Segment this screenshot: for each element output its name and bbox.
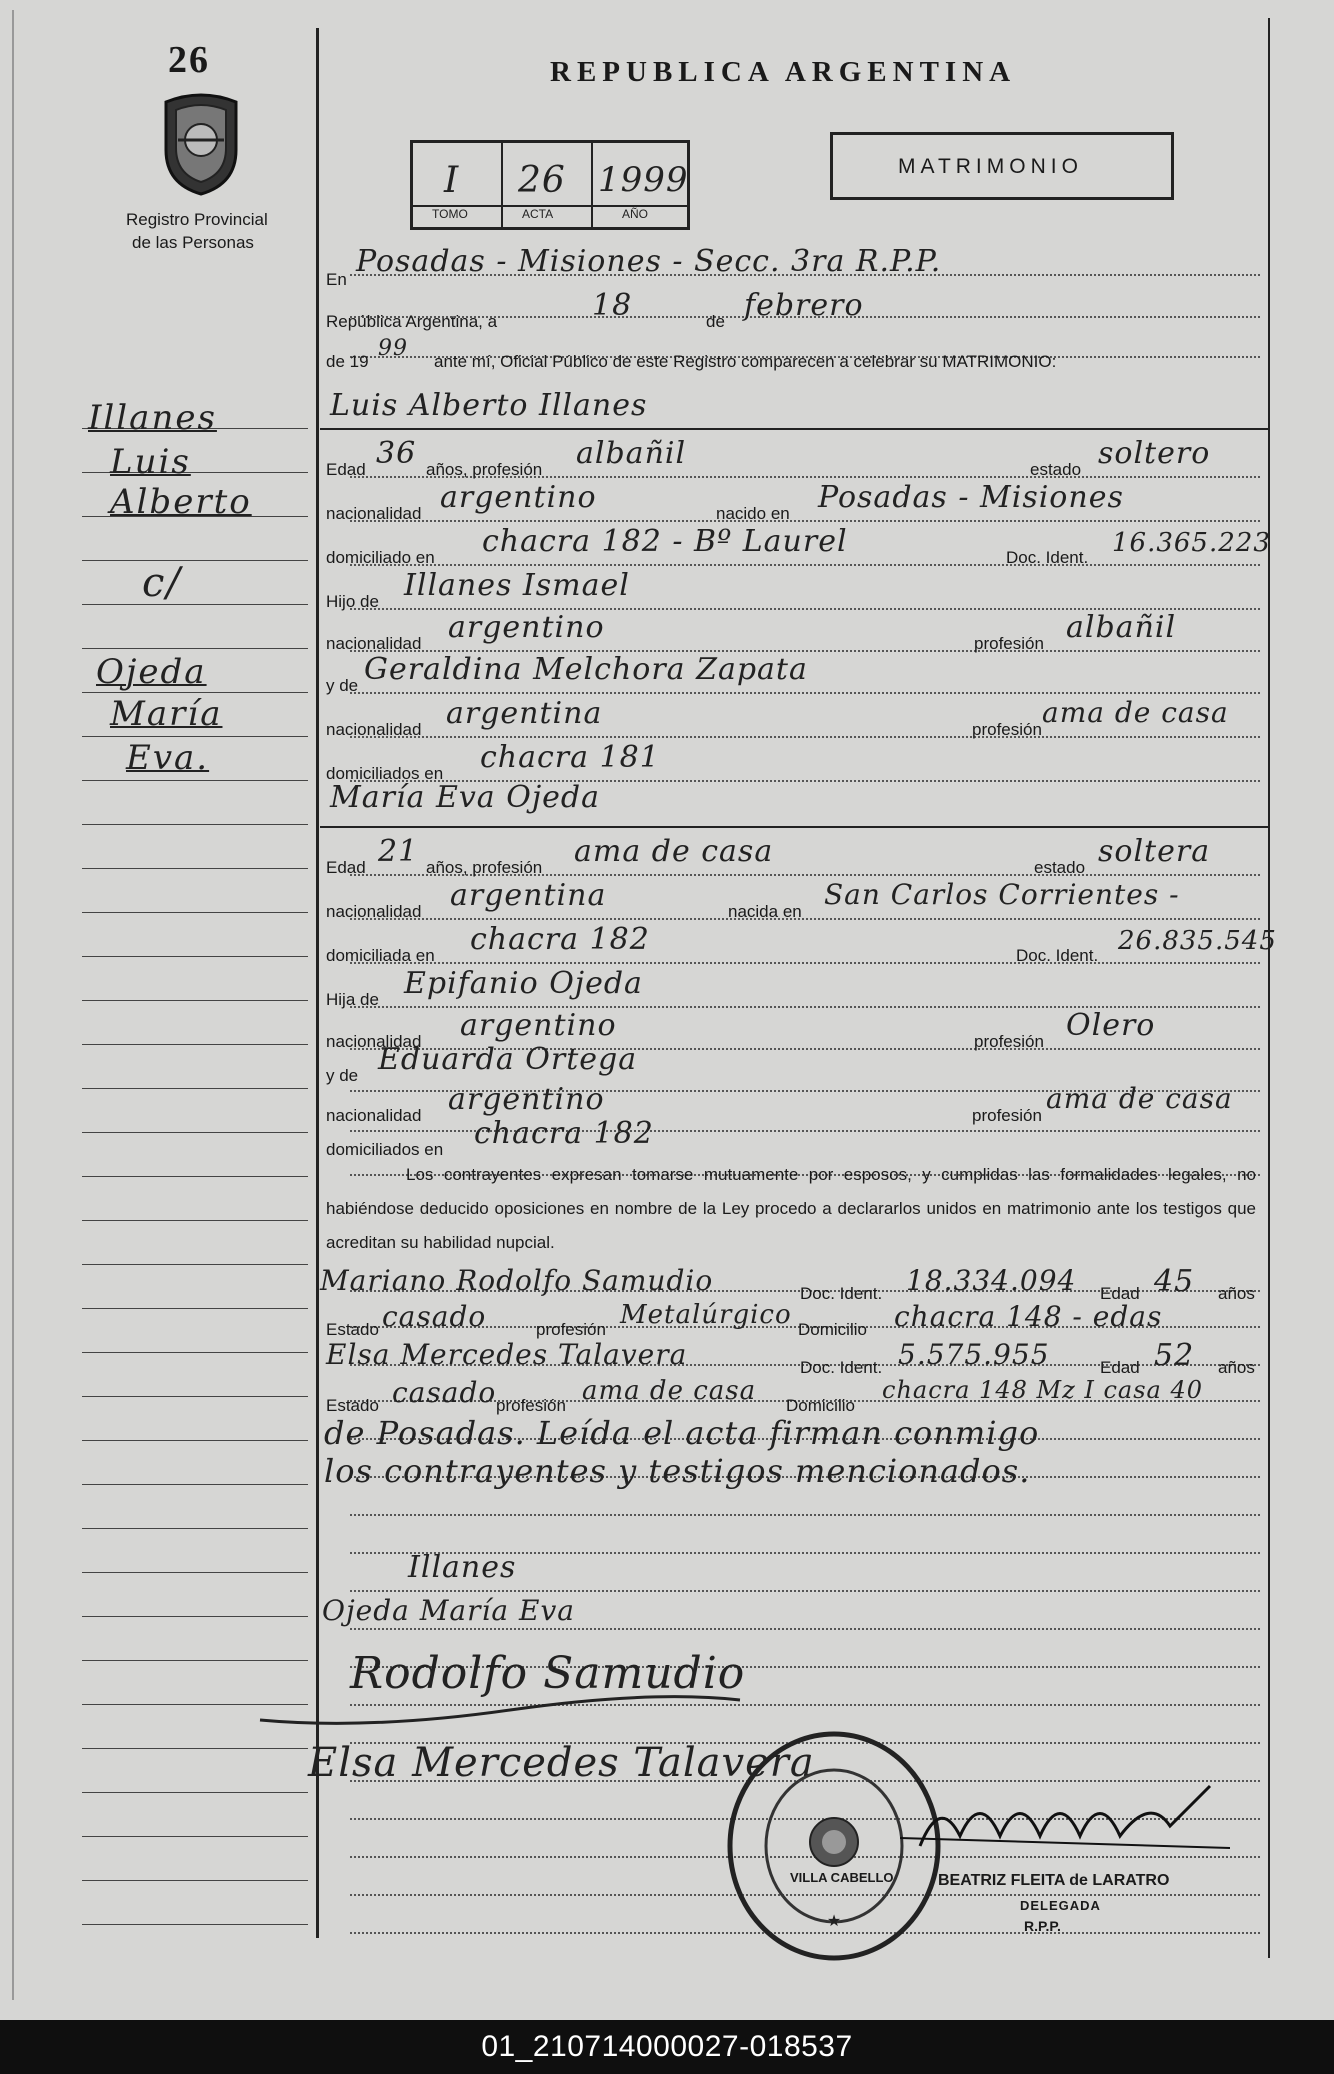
margin-rule <box>82 1836 308 1837</box>
witness2-domicilio: chacra 148 Mz I casa 40 <box>882 1376 1203 1404</box>
witness2-doc: 5.575.955 <box>898 1338 1050 1371</box>
groom-nacionalidad: argentino <box>440 480 597 515</box>
month-value: febrero <box>744 288 864 323</box>
groom-nacido: Posadas - Misiones <box>818 480 1124 515</box>
fill-line <box>350 1590 1260 1592</box>
closing-line-2: los contrayentes y testigos mencionados. <box>324 1452 1031 1490</box>
margin-rule <box>82 1572 308 1573</box>
groom-doc-label: Doc. Ident. <box>1006 548 1089 567</box>
bride-name: María Eva Ojeda <box>330 780 600 815</box>
page-number: 26 <box>168 39 210 81</box>
groom-dom-label: domiciliado en <box>326 548 435 567</box>
margin-rule <box>82 1792 308 1793</box>
witness1-doc: 18.334.094 <box>906 1264 1077 1297</box>
margin-rule <box>82 1748 308 1749</box>
margin-conjunction: c/ <box>142 560 182 606</box>
witness2-anos-label: años <box>1218 1358 1255 1377</box>
groom-father-nac-label: nacionalidad <box>326 634 422 653</box>
witness2-profesion-label: profesión <box>496 1396 566 1415</box>
margin-rule <box>82 604 308 605</box>
groom-nacido-label: nacido en <box>716 504 790 523</box>
witness1-edad-label: Edad <box>1100 1284 1140 1303</box>
groom-y-de-label: y de <box>326 676 359 695</box>
appear-text: ante mí, Oficial Público de este Registro comparecen a celebrar su MATRIMONIO: <box>434 352 1057 371</box>
official-signature-scribble <box>900 1776 1230 1876</box>
margin-rule <box>82 1484 308 1485</box>
groom-father-prof-label: profesión <box>974 634 1044 653</box>
record-type-label: MATRIMONIO <box>898 155 1083 178</box>
fill-line <box>350 736 1260 738</box>
bride-mother-nac-label: nacionalidad <box>326 1106 422 1125</box>
bride-edad-label: Edad <box>326 858 366 877</box>
groom-father: Illanes Ismael <box>404 568 630 603</box>
scan-footer-code: 01_210714000027-018537 <box>0 2020 1334 2074</box>
margin-rule <box>82 1616 308 1617</box>
margin-rule <box>82 824 308 825</box>
margin-rule <box>82 1352 308 1353</box>
groom-estado: soltero <box>1098 436 1211 471</box>
declaration-paragraph: Los contrayentes expresan tomarse mutuamente por esposos, y cumplidas las formalidades legales, no habiéndose deducido oposiciones en nombre de la Ley procedo a declararlos unidos en matrimonio ante los testigos que acreditan su habilidad nupcial. <box>326 1165 1256 1252</box>
witness1-domicilio-label: Domicilio <box>798 1320 867 1339</box>
witness2-estado-label: Estado <box>326 1396 379 1415</box>
acta-value: 26 <box>518 160 566 201</box>
witness1-profesion: Metalúrgico <box>620 1300 792 1330</box>
bride-parents-dom-label: domiciliados en <box>326 1140 444 1159</box>
margin-name-groom-1: Luis <box>110 442 191 482</box>
margin-divider <box>316 28 319 1938</box>
bride-doc: 26.835.545 <box>1118 926 1277 956</box>
groom-domicilio: chacra 182 - Bº Laurel <box>482 524 848 559</box>
margin-name-bride-2: Eva. <box>126 738 210 778</box>
groom-estado-label: estado <box>1030 460 1082 479</box>
fill-line <box>350 918 1260 920</box>
groom-mother-prof-label: profesión <box>972 720 1042 739</box>
margin-surname-groom: Illanes <box>88 398 217 438</box>
year-prefix: de 19 <box>326 352 369 371</box>
margin-rule <box>82 1880 308 1881</box>
fill-line <box>350 1628 1260 1630</box>
republica-label: República Argentina, a <box>326 312 498 331</box>
bride-dom-label: domiciliada en <box>326 946 435 965</box>
groom-hijo-label: Hijo de <box>326 592 379 611</box>
provincial-coat-of-arms-icon <box>156 88 246 196</box>
witness1-domicilio: chacra 148 - edas <box>894 1300 1163 1333</box>
bride-nac-label: nacionalidad <box>326 902 422 921</box>
day-value: 18 <box>592 288 633 323</box>
bride-section-rule <box>320 826 1268 828</box>
groom-mother-prof: ama de casa <box>1042 696 1229 729</box>
margin-rule <box>82 648 308 649</box>
groom-mother: Geraldina Melchora Zapata <box>364 652 808 687</box>
bride-father: Epifanio Ojeda <box>404 966 643 1001</box>
witness2-name: Elsa Mercedes Talavera <box>326 1338 688 1371</box>
bride-mother-nac: argentino <box>448 1082 605 1117</box>
witness2-estado: casado <box>392 1376 497 1409</box>
margin-name-bride-1: María <box>110 694 223 734</box>
fill-line <box>350 564 1260 566</box>
witness1-estado: casado <box>382 1300 487 1333</box>
groom-anos-label: años, profesión <box>426 460 543 479</box>
bride-nacida-label: nacida en <box>728 902 802 921</box>
bride-profesion: ama de casa <box>574 834 774 869</box>
margin-name-groom-2: Alberto <box>110 482 252 522</box>
margin-rule <box>82 780 308 781</box>
witness1-anos-label: años <box>1218 1284 1255 1303</box>
witness1-doc-label: Doc. Ident. <box>800 1284 883 1303</box>
tomo-value: I <box>444 160 460 201</box>
signature-witness1: Rodolfo Samudio <box>350 1648 746 1699</box>
margin-rule <box>82 868 308 869</box>
groom-name: Luis Alberto Illanes <box>330 388 648 423</box>
margin-rule <box>82 736 308 737</box>
bride-nacida: San Carlos Corrientes - <box>824 878 1180 911</box>
bride-estado: soltera <box>1098 834 1211 869</box>
bride-father-prof: Olero <box>1066 1008 1156 1043</box>
fill-line <box>350 692 1260 694</box>
fill-line <box>350 962 1260 964</box>
groom-section-rule <box>320 428 1268 430</box>
closing-line-1: de Posadas. Leída el acta firman conmigo <box>324 1414 1040 1452</box>
bride-y-de-label: y de <box>326 1066 359 1085</box>
bride-doc-label: Doc. Ident. <box>1016 946 1099 965</box>
margin-rule <box>82 956 308 957</box>
witness2-doc-label: Doc. Ident. <box>800 1358 883 1377</box>
witness1-profesion-label: profesión <box>536 1320 606 1339</box>
witness1-name: Mariano Rodolfo Samudio <box>320 1264 714 1297</box>
witness1-edad: 45 <box>1154 1264 1195 1299</box>
margin-rule <box>82 560 308 561</box>
margin-rule <box>82 1176 308 1177</box>
signature-bride: Ojeda María Eva <box>322 1594 575 1627</box>
groom-father-nac: argentino <box>448 610 605 645</box>
bride-nacionalidad: argentina <box>450 878 607 913</box>
official-abbr: R.P.P. <box>1024 1918 1061 1934</box>
margin-rule <box>82 1308 308 1309</box>
fill-line <box>350 1514 1260 1516</box>
margin-rule <box>82 1000 308 1001</box>
groom-mother-nac: argentina <box>446 696 603 731</box>
groom-parents-dom-label: domiciliados en <box>326 764 444 783</box>
groom-father-prof: albañil <box>1066 610 1177 645</box>
groom-edad: 36 <box>376 436 417 471</box>
witness1-estado-label: Estado <box>326 1320 379 1339</box>
ano-value: 1999 <box>598 160 689 200</box>
bride-parents-dom: chacra 182 <box>474 1116 654 1151</box>
margin-rule <box>82 1528 308 1529</box>
right-border <box>1268 18 1270 1958</box>
margin-rule <box>82 1088 308 1089</box>
left-edge <box>12 10 14 2000</box>
margin-rule <box>82 1132 308 1133</box>
en-label: En <box>326 270 347 289</box>
margin-rule <box>82 1264 308 1265</box>
groom-parents-dom: chacra 181 <box>480 740 660 775</box>
place-value: Posadas - Misiones - Secc. 3ra R.P.P. <box>356 244 942 279</box>
margin-surname-bride: Ojeda <box>96 652 207 692</box>
bride-mother: Eduarda Ortega <box>378 1042 638 1077</box>
year-suffix: 99 <box>378 336 408 361</box>
witness2-domicilio-label: Domicilio <box>786 1396 855 1415</box>
svg-text:★: ★ <box>826 1913 842 1930</box>
signature-flourish <box>250 1660 750 1740</box>
registry-name-line1: Registro Provincial <box>126 210 268 229</box>
bride-hija-label: Hija de <box>326 990 379 1009</box>
signature-groom: Illanes <box>408 1550 517 1585</box>
official-title: DELEGADA <box>1020 1898 1101 1913</box>
margin-rule <box>82 1220 308 1221</box>
bride-father-nac-label: nacionalidad <box>326 1032 422 1051</box>
bride-estado-label: estado <box>1034 858 1086 877</box>
acta-label: ACTA <box>522 207 554 221</box>
groom-nac-label: nacionalidad <box>326 504 422 523</box>
margin-rule <box>82 1044 308 1045</box>
witness2-profesion: ama de casa <box>582 1376 757 1406</box>
bride-mother-prof-label: profesión <box>972 1106 1042 1125</box>
margin-rule <box>82 1396 308 1397</box>
de-label: de <box>706 312 725 331</box>
registry-name-line2: de las Personas <box>132 233 254 252</box>
country-title: REPUBLICA ARGENTINA <box>550 56 1017 88</box>
fill-line <box>350 520 1260 522</box>
official-name: BEATRIZ FLEITA de LARATRO <box>938 1872 1170 1889</box>
bride-anos-label: años, profesión <box>426 858 543 877</box>
groom-doc: 16.365.223 <box>1112 528 1271 558</box>
ano-label: AÑO <box>622 207 649 221</box>
groom-edad-label: Edad <box>326 460 366 479</box>
bride-father-prof-label: profesión <box>974 1032 1044 1051</box>
margin-rule <box>82 692 308 693</box>
groom-profesion: albañil <box>576 436 687 471</box>
bride-father-nac: argentino <box>460 1008 617 1043</box>
witness2-edad-label: Edad <box>1100 1358 1140 1377</box>
bride-mother-prof: ama de casa <box>1046 1082 1233 1115</box>
tomo-label: TOMO <box>432 207 468 221</box>
seal-bottom-text: VILLA CABELLO <box>790 1870 894 1885</box>
signature-witness2: Elsa Mercedes Talavera <box>308 1740 815 1786</box>
witness2-edad: 52 <box>1154 1338 1195 1373</box>
groom-mother-nac-label: nacionalidad <box>326 720 422 739</box>
margin-rule <box>82 1440 308 1441</box>
margin-rule <box>82 1924 308 1925</box>
bride-edad: 21 <box>378 834 419 869</box>
margin-rule <box>82 912 308 913</box>
bride-domicilio: chacra 182 <box>470 922 650 957</box>
